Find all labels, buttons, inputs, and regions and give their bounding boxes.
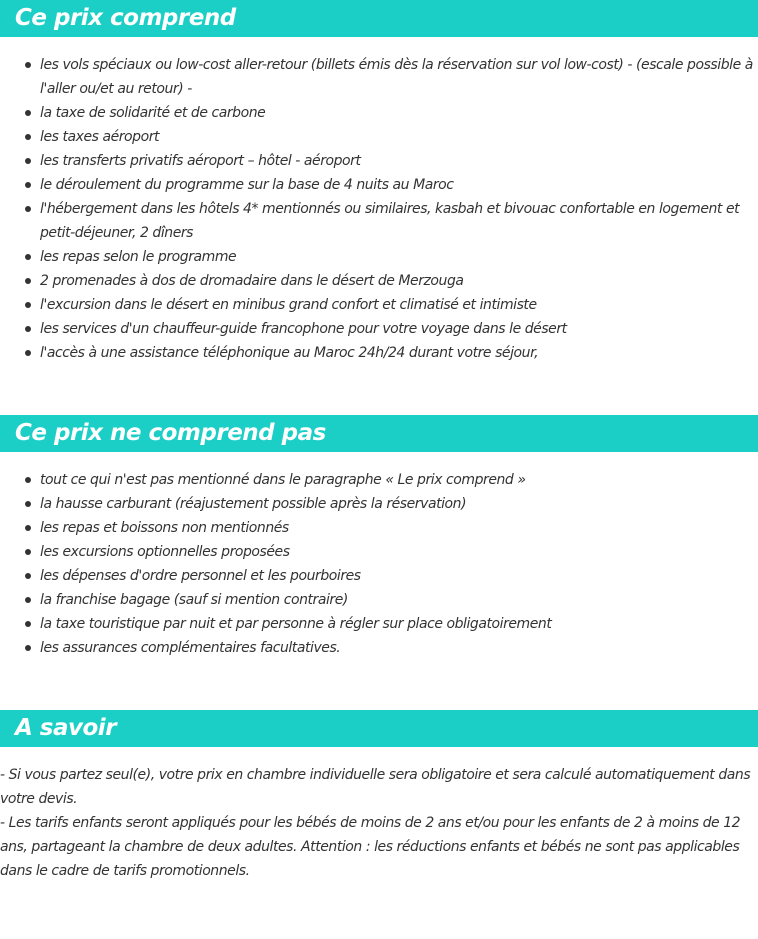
list-item: les transferts privatifs aéroport – hôtel - aéroport bbox=[0, 149, 758, 173]
excluded-section-title: Ce prix ne comprend pas bbox=[0, 415, 758, 452]
to-know-section-title: A savoir bbox=[0, 710, 758, 747]
list-item: les repas selon le programme bbox=[0, 245, 758, 269]
list-item: les repas et boissons non mentionnés bbox=[0, 516, 758, 540]
list-item: l'accès à une assistance téléphonique au Maroc 24h/24 durant votre séjour, bbox=[0, 341, 758, 365]
included-section-title: Ce prix comprend bbox=[0, 0, 758, 37]
list-item: les services d'un chauffeur-guide francophone pour votre voyage dans le désert bbox=[0, 317, 758, 341]
list-item: tout ce qui n'est pas mentionné dans le paragraphe « Le prix comprend » bbox=[0, 468, 758, 492]
list-item: la hausse carburant (réajustement possible après la réservation) bbox=[0, 492, 758, 516]
list-item: 2 promenades à dos de dromadaire dans le désert de Merzouga bbox=[0, 269, 758, 293]
list-item: les taxes aéroport bbox=[0, 125, 758, 149]
list-item: la taxe de solidarité et de carbone bbox=[0, 101, 758, 125]
included-list bbox=[0, 53, 758, 365]
list-item: le déroulement du programme sur la base de 4 nuits au Maroc bbox=[0, 173, 758, 197]
list-item: la taxe touristique par nuit et par personne à régler sur place obligatoirement bbox=[0, 612, 758, 636]
list-item: la franchise bagage (sauf si mention contraire) bbox=[0, 588, 758, 612]
child-rates-note: - Les tarifs enfants seront appliqués pour les bébés de moins de 2 ans et/ou pour les enfants de 2 à moins de 12 ans, partageant la chambre de deux adultes. Attention : les réductions enfants et bébés ne sont pas applicables dans le cadre de tarifs promotionnels. bbox=[0, 815, 741, 879]
list-item: les dépenses d'ordre personnel et les pourboires bbox=[0, 564, 758, 588]
list-item: l'excursion dans le désert en minibus grand confort et climatisé et intimiste bbox=[0, 293, 758, 317]
single-supplement-note: - Si vous partez seul(e), votre prix en chambre individuelle sera obligatoire et sera calculé automatiquement dans votre devis. bbox=[0, 767, 751, 807]
list-item: les excursions optionnelles proposées bbox=[0, 540, 758, 564]
list-item: l'hébergement dans les hôtels 4* mentionnés ou similaires, kasbah et bivouac confortable en logement et petit-déjeuner, 2 dîners bbox=[0, 197, 758, 245]
list-item: les vols spéciaux ou low-cost aller-retour (billets émis dès la réservation sur vol low-cost) - (escale possible à l'aller ou/et au retour) - bbox=[0, 53, 758, 101]
excluded-list bbox=[0, 468, 758, 660]
to-know-text bbox=[0, 763, 758, 883]
list-item: les assurances complémentaires facultatives. bbox=[0, 636, 758, 660]
